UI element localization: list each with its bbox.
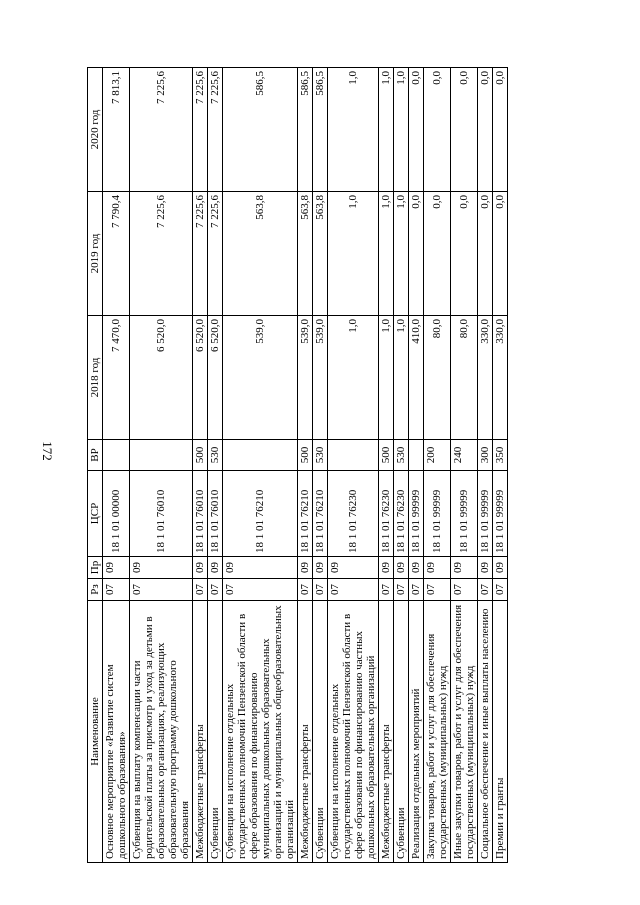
cell-name: Социальное обеспечение и иные выплаты населению — [478, 601, 493, 863]
cell-name: Субвенции — [394, 601, 409, 863]
cell-vr — [223, 440, 298, 471]
cell-csr: 18 1 01 99999 — [409, 471, 424, 557]
table-row — [103, 68, 130, 863]
cell-2019: 7 225,6 — [193, 192, 208, 316]
cell-2020: 0,0 — [493, 68, 508, 192]
cell-name: Субвенция на выплату компенсации части родительской платы за присмотр и уход за детьми в образовательных организациях, реализующих образовательную программу дошкольного образования — [130, 601, 193, 863]
table-row — [313, 68, 328, 863]
cell-vr — [328, 440, 379, 471]
cell-rz: 07 — [478, 579, 493, 601]
cell-rz: 07 — [424, 579, 451, 601]
cell-2019: 7 790,4 — [103, 192, 130, 316]
table-row — [328, 68, 379, 863]
cell-rz: 07 — [328, 579, 379, 601]
table-row — [130, 68, 193, 863]
table-row — [394, 68, 409, 863]
header-csr: ЦСР — [88, 471, 103, 557]
cell-2019: 563,8 — [313, 192, 328, 316]
cell-pr: 09 — [328, 557, 379, 579]
cell-2020: 7 813,1 — [103, 68, 130, 192]
cell-pr: 09 — [424, 557, 451, 579]
cell-csr: 18 1 01 76210 — [313, 471, 328, 557]
cell-rz: 07 — [223, 579, 298, 601]
cell-2019: 1,0 — [328, 192, 379, 316]
header-2020: 2020 год — [88, 68, 103, 192]
cell-csr: 18 1 01 76230 — [328, 471, 379, 557]
budget-table — [87, 67, 508, 863]
header-rz: Рз — [88, 579, 103, 601]
cell-2020: 1,0 — [328, 68, 379, 192]
table-body — [103, 68, 508, 863]
cell-2019: 0,0 — [478, 192, 493, 316]
cell-rz: 07 — [298, 579, 313, 601]
cell-2020: 586,5 — [298, 68, 313, 192]
cell-csr: 18 1 01 00000 — [103, 471, 130, 557]
cell-vr: 350 — [493, 440, 508, 471]
cell-name: Субвенции — [208, 601, 223, 863]
cell-vr: 240 — [451, 440, 478, 471]
cell-pr: 09 — [103, 557, 130, 579]
cell-rz: 07 — [451, 579, 478, 601]
cell-2019: 563,8 — [223, 192, 298, 316]
cell-name: Иные закупки товаров, работ и услуг для обеспечения государственных (муниципальных) нужд — [451, 601, 478, 863]
cell-2020: 0,0 — [451, 68, 478, 192]
cell-rz: 07 — [379, 579, 394, 601]
cell-csr: 18 1 01 76210 — [223, 471, 298, 557]
cell-rz: 07 — [409, 579, 424, 601]
cell-2019: 0,0 — [451, 192, 478, 316]
cell-2018: 330,0 — [493, 316, 508, 440]
table-row — [298, 68, 313, 863]
cell-name: Межбюджетные трансферты — [379, 601, 394, 863]
cell-rz: 07 — [313, 579, 328, 601]
cell-2019: 1,0 — [394, 192, 409, 316]
cell-vr: 300 — [478, 440, 493, 471]
cell-2018: 6 520,0 — [193, 316, 208, 440]
cell-vr: 500 — [379, 440, 394, 471]
cell-csr: 18 1 01 76230 — [394, 471, 409, 557]
cell-csr: 18 1 01 76010 — [193, 471, 208, 557]
cell-csr: 18 1 01 76230 — [379, 471, 394, 557]
cell-2020: 7 225,6 — [193, 68, 208, 192]
cell-vr — [409, 440, 424, 471]
cell-csr: 18 1 01 76210 — [298, 471, 313, 557]
cell-rz: 07 — [394, 579, 409, 601]
cell-pr: 09 — [478, 557, 493, 579]
cell-csr: 18 1 01 99999 — [478, 471, 493, 557]
cell-vr — [103, 440, 130, 471]
cell-2019: 1,0 — [379, 192, 394, 316]
cell-2018: 539,0 — [298, 316, 313, 440]
header-vr: ВР — [88, 440, 103, 471]
cell-csr: 18 1 01 99999 — [424, 471, 451, 557]
cell-vr: 200 — [424, 440, 451, 471]
header-2019: 2019 год — [88, 192, 103, 316]
cell-name: Премии и гранты — [493, 601, 508, 863]
cell-pr: 09 — [409, 557, 424, 579]
cell-2020: 0,0 — [424, 68, 451, 192]
cell-name: Субвенции — [313, 601, 328, 863]
cell-pr: 09 — [193, 557, 208, 579]
cell-2018: 7 470,0 — [103, 316, 130, 440]
cell-rz: 07 — [130, 579, 193, 601]
rotated-table-container — [87, 68, 512, 863]
cell-2020: 586,5 — [313, 68, 328, 192]
table-row — [451, 68, 478, 863]
cell-2018: 410,0 — [409, 316, 424, 440]
cell-2020: 0,0 — [478, 68, 493, 192]
cell-2018: 6 520,0 — [208, 316, 223, 440]
cell-rz: 07 — [103, 579, 130, 601]
cell-vr: 530 — [208, 440, 223, 471]
cell-name: Субвенции на исполнение отдельных государственных полномочий Пензенской области в сфере образования по финансированию частных дошкольных образовательных организаций — [328, 601, 379, 863]
cell-name: Межбюджетные трансферты — [193, 601, 208, 863]
cell-vr — [130, 440, 193, 471]
cell-csr: 18 1 01 99999 — [451, 471, 478, 557]
cell-csr: 18 1 01 76010 — [130, 471, 193, 557]
cell-2020: 586,5 — [223, 68, 298, 192]
cell-2020: 7 225,6 — [208, 68, 223, 192]
cell-2019: 0,0 — [493, 192, 508, 316]
cell-rz: 07 — [193, 579, 208, 601]
cell-2019: 0,0 — [409, 192, 424, 316]
cell-2018: 330,0 — [478, 316, 493, 440]
cell-vr: 500 — [193, 440, 208, 471]
cell-2020: 7 225,6 — [130, 68, 193, 192]
cell-pr: 09 — [394, 557, 409, 579]
table-row — [493, 68, 508, 863]
cell-2019: 7 225,6 — [208, 192, 223, 316]
cell-2018: 6 520,0 — [130, 316, 193, 440]
cell-2020: 0,0 — [409, 68, 424, 192]
cell-2019: 563,8 — [298, 192, 313, 316]
table-row — [379, 68, 394, 863]
cell-csr: 18 1 01 99999 — [493, 471, 508, 557]
cell-2018: 1,0 — [328, 316, 379, 440]
cell-name: Основное мероприятие «Развитие систем дошкольного образования» — [103, 601, 130, 863]
cell-pr: 09 — [451, 557, 478, 579]
cell-2018: 80,0 — [424, 316, 451, 440]
header-name: Наименование — [88, 601, 103, 863]
cell-pr: 09 — [493, 557, 508, 579]
cell-name: Реализация отдельных мероприятий — [409, 601, 424, 863]
cell-2018: 1,0 — [394, 316, 409, 440]
table-row — [424, 68, 451, 863]
table-row — [409, 68, 424, 863]
cell-name: Закупка товаров, работ и услуг для обеспечения государственных (муниципальных) нужд — [424, 601, 451, 863]
page-number: 172 — [39, 441, 55, 461]
cell-rz: 07 — [493, 579, 508, 601]
cell-vr: 530 — [394, 440, 409, 471]
cell-name: Межбюджетные трансферты — [298, 601, 313, 863]
table-row — [478, 68, 493, 863]
header-pr: Пр — [88, 557, 103, 579]
header-row — [88, 68, 103, 863]
cell-2019: 0,0 — [424, 192, 451, 316]
cell-2020: 1,0 — [394, 68, 409, 192]
cell-vr: 530 — [313, 440, 328, 471]
cell-2018: 539,0 — [223, 316, 298, 440]
cell-2019: 7 225,6 — [130, 192, 193, 316]
cell-pr: 09 — [313, 557, 328, 579]
cell-2018: 539,0 — [313, 316, 328, 440]
header-2018: 2018 год — [88, 316, 103, 440]
cell-pr: 09 — [298, 557, 313, 579]
cell-csr: 18 1 01 76010 — [208, 471, 223, 557]
table-row — [208, 68, 223, 863]
cell-2018: 1,0 — [379, 316, 394, 440]
cell-2020: 1,0 — [379, 68, 394, 192]
table-row — [193, 68, 208, 863]
cell-vr: 500 — [298, 440, 313, 471]
cell-pr: 09 — [379, 557, 394, 579]
cell-pr: 09 — [208, 557, 223, 579]
table-row — [223, 68, 298, 863]
cell-rz: 07 — [208, 579, 223, 601]
cell-pr: 09 — [223, 557, 298, 579]
cell-2018: 80,0 — [451, 316, 478, 440]
cell-pr: 09 — [130, 557, 193, 579]
cell-name: Субвенции на исполнение отдельных государственных полномочий Пензенской области в сфере образования по финансированию муниципальных дошкольных образовательных организаций и муниципальных общеобразовательных организаций — [223, 601, 298, 863]
